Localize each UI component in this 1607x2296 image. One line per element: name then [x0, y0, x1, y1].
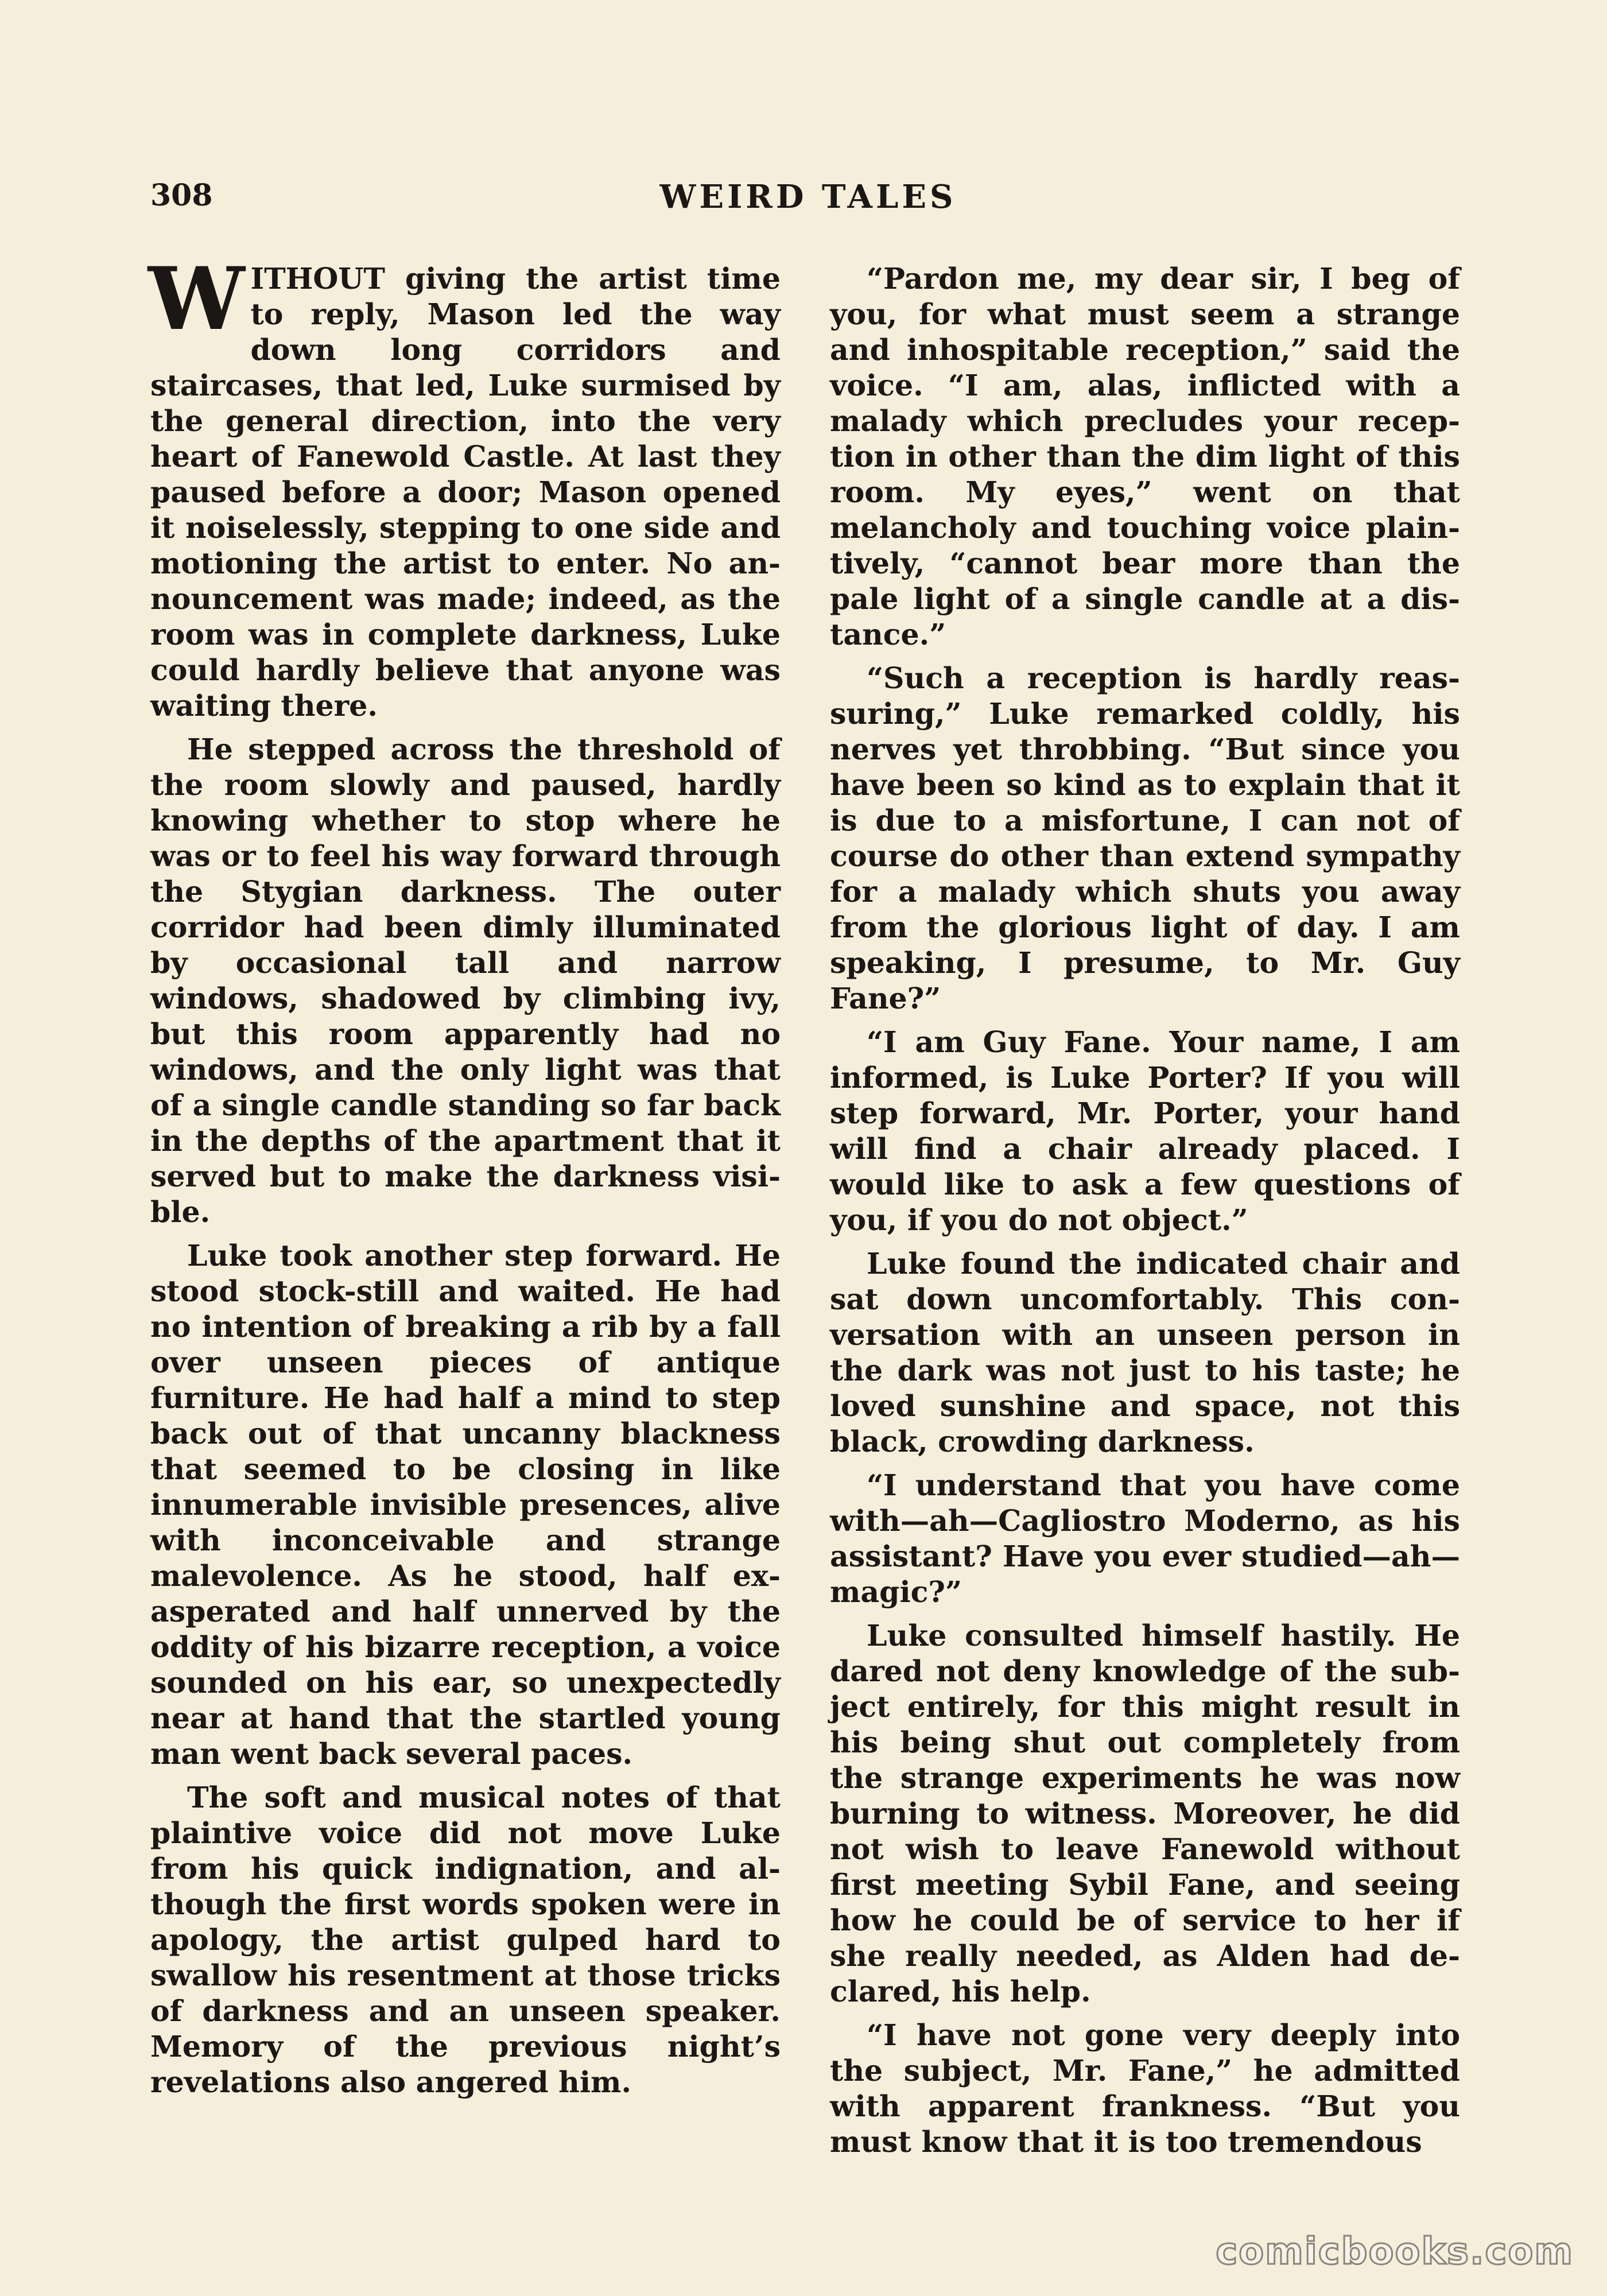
- paragraph: Luke consulted himself hastily. He dared not deny knowledge of the subject entirely, for this might result in his being shut out completely from the strange experiments he was now burning to witness. Moreover, he did not wish to leave Fanewold without first meeting Sybil Fane, and seeing how he could be of service to her if she really needed, as Alden had declared, his help.: [830, 1619, 1460, 2008]
- paragraph: “Pardon me, my dear sir, I beg of you, for what must seem a strange and inhospitable reception,” said the voice. “I am, alas, inflicted with a malady which precludes your reception in other than the dim light of this room. My eyes,” went on that melancholy and touching voice plaintively, “cannot bear more than the pale light of a single candle at a distance.”: [830, 262, 1460, 651]
- paragraph: The soft and musical notes of that plaintive voice did not move Luke from his quick indignation, and although the first words spoken were in apology, the artist gulped hard to swallow his resentment at those tricks of darkness and an unseen speaker. Memory of the previous night’s revelations also angered him.: [150, 1781, 781, 2099]
- paragraph: “I understand that you have come with—ah—Cagliostro Moderno, as his assistant? Have you ever studied—ah—magic?”: [830, 1468, 1460, 1609]
- paragraph: Luke took another step forward. He stood stock-still and waited. He had no intention of breaking a rib by a fall over unseen pieces of antique furniture. He had half a mind to step back out of that uncanny blackness that seemed to be closing in like innumerable invisible presences, alive with inconceivable and strange malevolence. As he stood, half exasperated and half unnerved by the oddity of his bizarre reception, a voice sounded on his ear, so unexpectedly near at hand that the startled young man went back several paces.: [150, 1239, 781, 1771]
- drop-cap: W: [148, 249, 245, 350]
- opening-word: ITHOUT: [250, 262, 385, 296]
- paragraph: He stepped across the threshold of the room slowly and paused, hardly knowing whether to stop where he was or to feel his way forward through the Stygian darkness. The outer corridor had been dimly illuminated by occasional tall and narrow windows, shadowed by climbing ivy, but this room apparently had no windows, and the only light was that of a single candle standing so far back in the depths of the apartment that it served but to make the darkness visible.: [150, 732, 781, 1229]
- left-column: [148, 249, 781, 2132]
- watermark: comicbooks.com: [1216, 2231, 1574, 2273]
- page-header: [150, 178, 1466, 230]
- paragraph: Luke found the indicated chair and sat down uncomfortably. This conversation with an unseen person in the dark was not just to his taste; he loved sunshine and space, not this black, crowding darkness.: [830, 1247, 1460, 1459]
- paragraph: “I am Guy Fane. Your name, I am informed, is Luke Porter? If you will step forward, Mr. Porter, your hand will find a chair already placed. I would like to ask a few questions of you, if you do not object.”: [830, 1025, 1460, 1237]
- page-number: 308: [150, 178, 213, 213]
- running-title: WEIRD TALES: [659, 178, 957, 216]
- paragraph-text: giving the artist time to reply, Mason led the way down long corridors and staircases, that led, Luke surmised by the general direction, into the very heart of Fanewold Castle. At last they paused before a door; Mason opened it noiselessly, stepping to one side and motioning the artist to enter. No announcement was made; indeed, as the room was in complete darkness, Luke could hardly believe that anyone was waiting there.: [150, 262, 781, 723]
- right-column: [830, 261, 1460, 2159]
- paragraph: [148, 249, 781, 724]
- paragraph: “I have not gone very deeply into the subject, Mr. Fane,” he admitted with apparent frankness. “But you must know that it is too tremendous: [830, 2018, 1460, 2159]
- paragraph: “Such a reception is hardly reassuring,” Luke remarked coldly, his nerves yet throbbing. “But since you have been so kind as to explain that it is due to a misfortune, I can not of course do other than extend sympathy for a malady which shuts you away from the glorious light of day. I am speaking, I presume, to Mr. Guy Fane?”: [830, 661, 1460, 1015]
